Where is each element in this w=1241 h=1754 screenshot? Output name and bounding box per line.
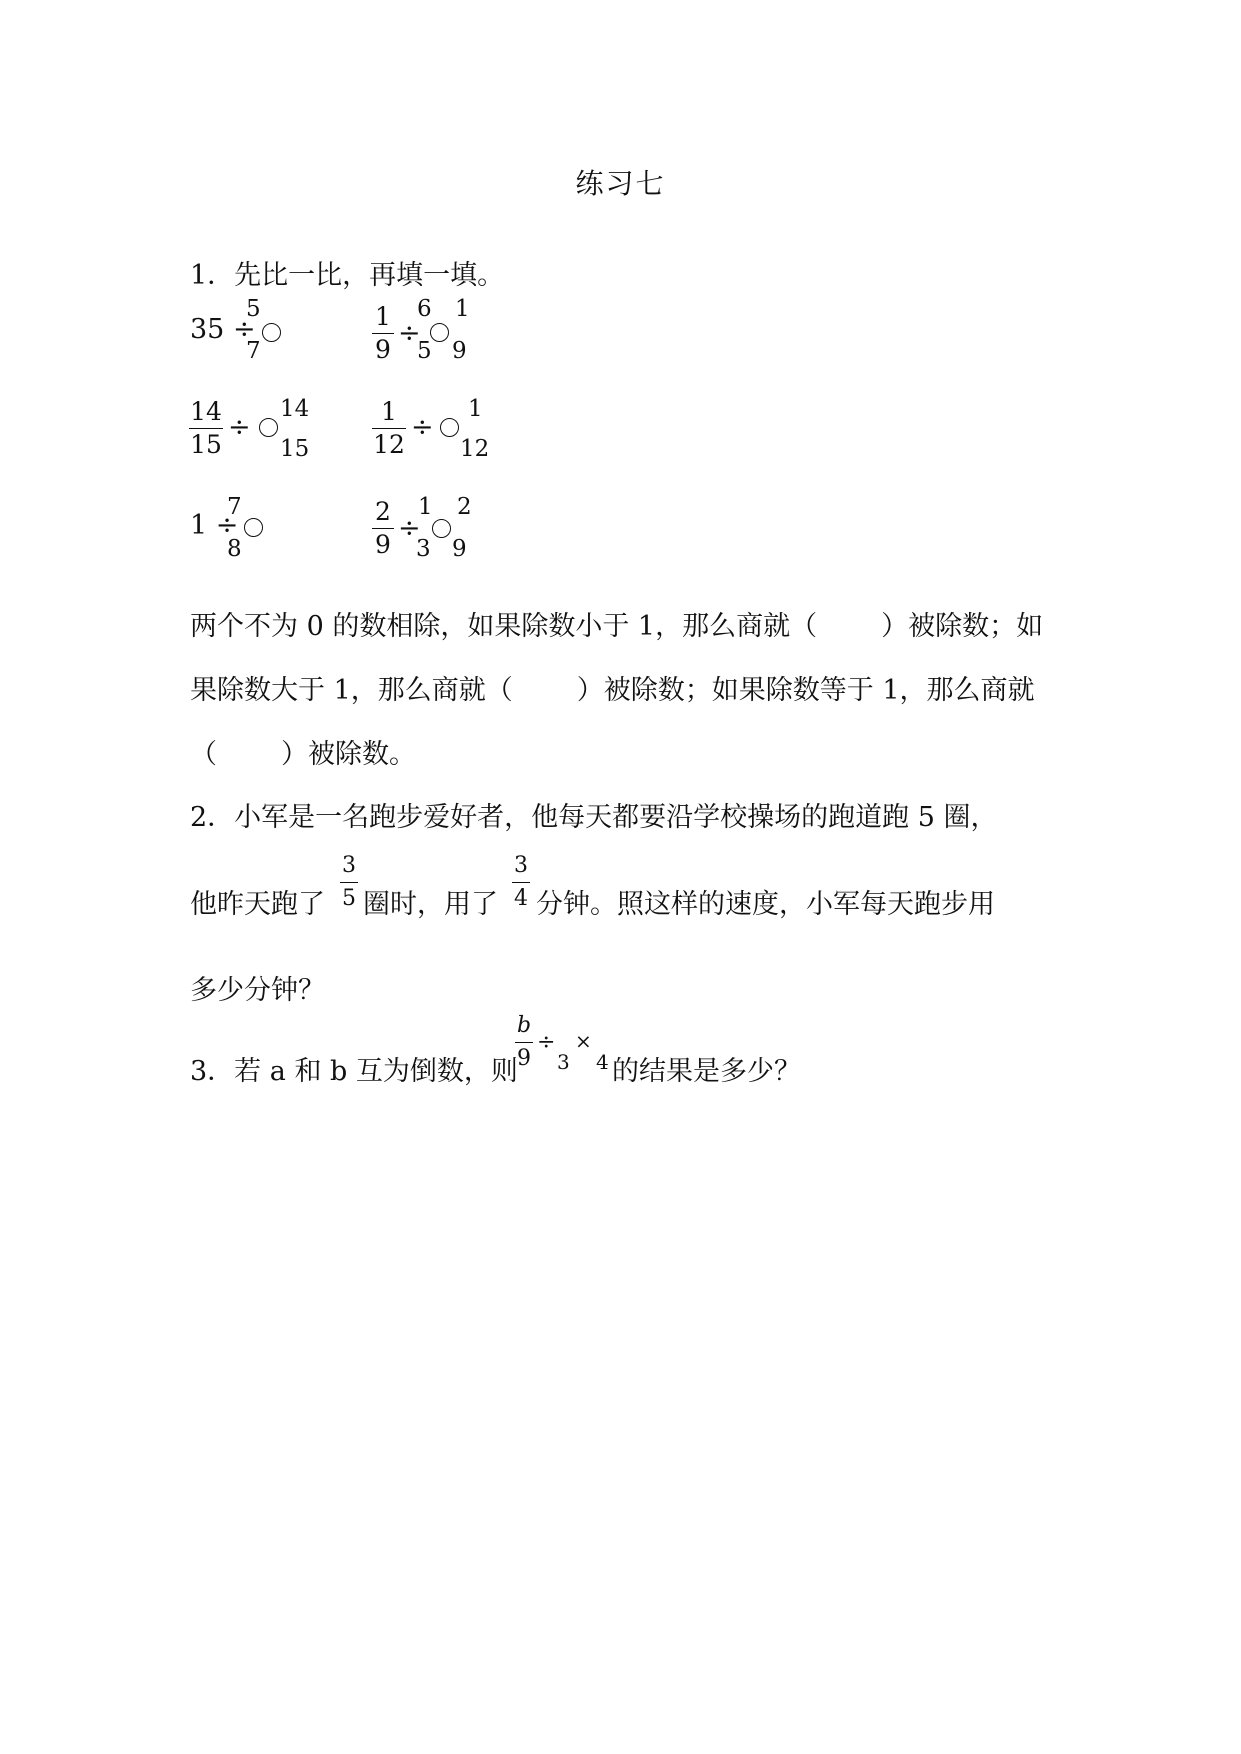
frag-denominator: 8 — [227, 536, 242, 562]
divide-sign: ÷ — [537, 1030, 556, 1055]
fraction — [189, 398, 223, 459]
numerator: 3 — [342, 853, 356, 878]
q2-line-2b: 圈时，用了 — [363, 889, 498, 920]
numerator: 1 — [381, 397, 397, 426]
compare-circle[interactable] — [432, 519, 451, 538]
fraction — [340, 852, 358, 913]
compare-circle[interactable] — [259, 418, 278, 437]
frag-numerator: 2 — [457, 494, 472, 520]
compare-circle[interactable] — [440, 418, 459, 437]
numerator: b — [516, 1013, 532, 1038]
rule-line-1 — [190, 595, 1060, 659]
compare-circle[interactable] — [262, 323, 281, 342]
denominator: 9 — [375, 530, 391, 559]
frag-denominator: 15 — [280, 436, 310, 462]
rule-text: ）被除数；如果除数等于 1，那么商就 — [576, 675, 1035, 706]
q1-rule-paragraph — [190, 595, 1060, 787]
frag-denominator: 3 — [557, 1050, 570, 1074]
fraction-bar — [340, 882, 358, 883]
frag-denominator: 7 — [246, 338, 261, 364]
frag-numerator: 1 — [418, 494, 433, 520]
numerator: 3 — [514, 853, 528, 878]
frag-numerator: 7 — [227, 494, 242, 520]
frag-numerator: 1 — [468, 396, 483, 422]
fraction — [512, 852, 530, 913]
frag-denominator: 5 — [417, 338, 432, 364]
fraction-bar — [372, 528, 394, 529]
denominator: 5 — [342, 886, 356, 911]
fraction — [515, 1012, 533, 1073]
fraction-bar — [515, 1042, 533, 1043]
divide-sign: ÷ — [411, 412, 434, 443]
frag-denominator: 3 — [416, 536, 431, 562]
rule-text: 两个不为 0 的数相除，如果除数小于 1，那么商就（ — [190, 611, 818, 642]
frag-numerator: 1 — [455, 296, 470, 322]
rule-text: 果除数大于 1，那么商就（ — [190, 675, 513, 706]
q2-line-1: 2．小军是一名跑步爱好者，他每天都要沿学校操场的跑道跑 5 圈， — [190, 802, 998, 833]
q3-suffix: 的结果是多少？ — [612, 1056, 801, 1087]
multiply-sign: × — [575, 1029, 592, 1053]
frag-numerator: 6 — [417, 296, 432, 322]
q1-heading: 1．先比一比，再填一填。 — [190, 260, 505, 291]
fraction — [372, 498, 394, 559]
fraction — [372, 303, 394, 364]
fraction-bar — [512, 882, 530, 883]
fraction-bar — [372, 333, 394, 334]
denominator: 12 — [373, 430, 405, 459]
frag-numerator: 5 — [246, 296, 261, 322]
expr-prefix: 1 ÷ — [190, 510, 239, 541]
rule-line-3 — [190, 723, 1060, 787]
q2-line-3: 多少分钟？ — [190, 975, 325, 1006]
q2-line-2a: 他昨天跑了 — [190, 889, 325, 920]
denominator: 4 — [514, 886, 528, 911]
numerator: 2 — [375, 497, 391, 526]
rule-line-2 — [190, 659, 1060, 723]
rule-text: ）被除数。 — [281, 739, 416, 770]
frag-denominator: 9 — [452, 536, 467, 562]
denominator: 9 — [517, 1046, 531, 1071]
frag-denominator: 4 — [596, 1050, 609, 1074]
page-title: 练习七 — [575, 167, 666, 200]
rule-text: ）被除数；如 — [881, 611, 1044, 642]
fraction-bar — [189, 428, 223, 429]
q3-prefix: 3．若 a 和 b 互为倒数，则 — [190, 1056, 518, 1087]
numerator: 1 — [375, 302, 391, 331]
compare-circle[interactable] — [244, 518, 263, 537]
frag-denominator: 12 — [460, 436, 490, 462]
divide-sign: ÷ — [228, 412, 251, 443]
frag-denominator: 9 — [452, 338, 467, 364]
divide-sign: ÷ — [398, 513, 421, 544]
frag-numerator: 14 — [280, 396, 310, 422]
denominator: 15 — [190, 430, 222, 459]
numerator: 14 — [190, 397, 222, 426]
denominator: 9 — [375, 335, 391, 364]
fraction-bar — [372, 428, 406, 429]
rule-text: （ — [190, 739, 217, 770]
expr-prefix: 35 ÷ — [190, 314, 256, 345]
divide-sign: ÷ — [398, 318, 421, 349]
q2-line-2c: 分钟。照这样的速度，小军每天跑步用 — [536, 889, 995, 920]
compare-circle[interactable] — [430, 323, 449, 342]
fraction — [372, 398, 406, 459]
